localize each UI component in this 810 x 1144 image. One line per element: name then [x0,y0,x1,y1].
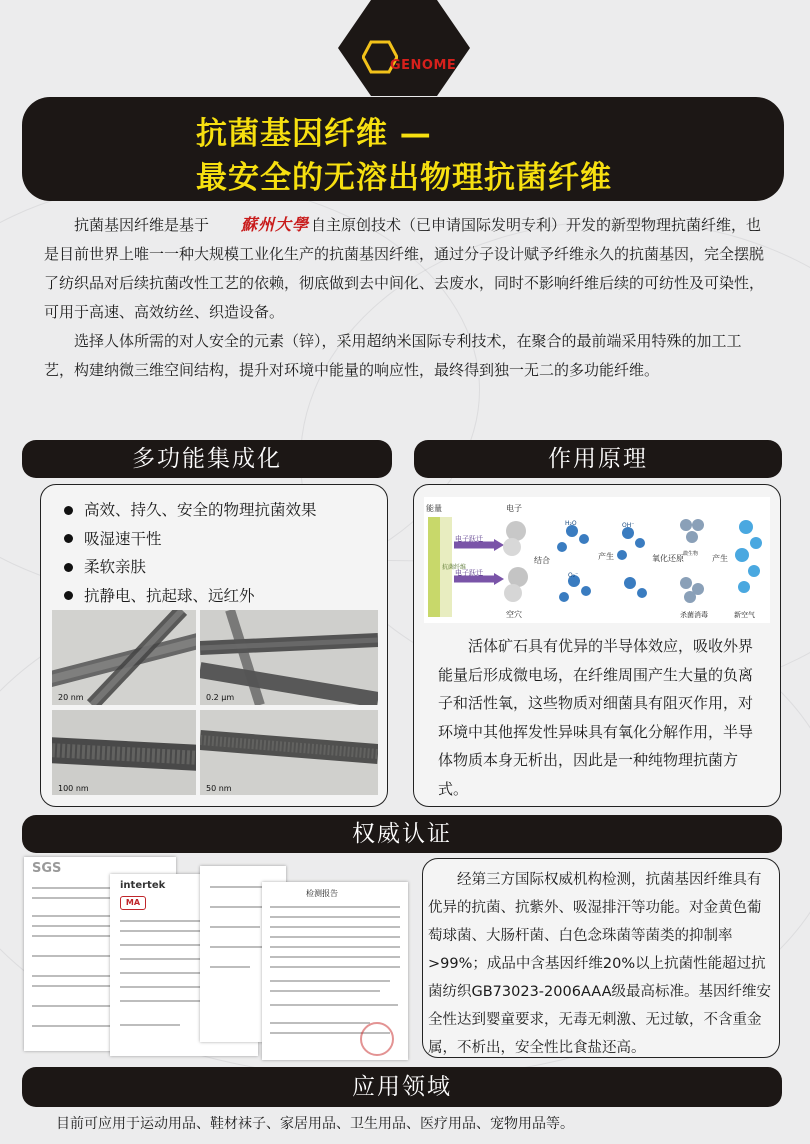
svg-text:氧化还原: 氧化还原 [652,554,684,563]
microscope-image [200,710,378,795]
feature-label: 抗静电、抗起球、远红外 [84,586,255,605]
list-item [64,496,317,525]
features-heading: 多功能集成化 [22,440,392,478]
svg-text:能量: 能量 [426,504,442,513]
scale-label: 100 nm [58,784,89,793]
svg-text:O₂⁻: O₂⁻ [568,572,579,579]
svg-text:电子: 电子 [506,504,522,513]
intertek-logo: intertek [120,880,166,891]
principle-heading: 作用原理 [414,440,782,478]
bullet-icon [64,591,73,600]
intro-text: 抗菌基因纤维是基于 [74,216,210,234]
list-item [64,525,317,554]
svg-text:杀菌消毒: 杀菌消毒 [680,611,708,619]
sgs-logo: SGS [32,861,62,876]
principle-text: 活体矿石具有优异的半导体效应，吸收外界能量后形成微电场，在纤维周围产生大量的负离子和活性氧，这些物质对细菌具有阻灭作用，对环境中其他挥发性异味具有氧化分解作用，半导体物质本身无析出，因此是一种纯物理抗菌方式。 [438,637,754,798]
intro-section [44,210,768,385]
list-item [64,582,317,611]
applications-text: 目前可应用于运动用品、鞋材袜子、家居用品、卫生用品、医疗用品、宠物用品等。 [56,1116,574,1132]
feature-label: 柔软亲肤 [84,558,147,576]
svg-text:产生: 产生 [712,554,728,563]
applications-heading: 应用领域 [22,1067,782,1107]
scale-label: 50 nm [206,784,232,793]
authority-text: 经第三方国际权威机构检测，抗菌基因纤维具有优异的抗菌、抗紫外、吸湿排汗等功能。对金黄色葡萄球菌、大肠杆菌、白色念珠菌等菌类的抑制率>99%；成品中含基因纤维20%以上抗菌性能超过抗菌纺织GB73023-2006AAA级最高标准。基因纤维安全性达到婴童要求，无毒无刺激、无过敏，不含重金属，不析出，安全性比食盐还高。 [428,872,772,1056]
feature-label: 吸湿速干性 [84,529,162,548]
microscope-image [200,610,378,705]
svg-text:电子跃迁: 电子跃迁 [455,535,483,543]
scale-label: 0.2 μm [206,693,235,702]
svg-text:H₂O: H₂O [565,520,577,527]
intro-paragraph-1 [44,210,768,327]
feature-label: 高效、持久、安全的物理抗菌效果 [84,501,317,519]
feature-list [64,496,317,610]
list-item [64,553,317,582]
svg-text:结合: 结合 [534,556,550,565]
svg-text:OH⁻: OH⁻ [622,522,635,529]
scale-label: 20 nm [58,693,84,702]
svg-text:抗菌纤维: 抗菌纤维 [442,564,467,571]
authority-heading: 权威认证 [22,815,782,853]
bullet-icon [64,506,73,515]
intro-text: 自主原创技术（已申请国际发明专利）开发的新型物理抗菌纤维，也是目前世界上唯一一种大规模工业化生产的抗菌基因纤维，通过分子设计赋予纤维永久的抗菌基因，完全摆脱了纺织品对后续抗菌改性工艺的依赖，彻底做到去中间化、去废水，同时不影响纤维后续的可纺性及可染性，可用于高速、高效纺丝、织造设备。 [44,216,765,321]
svg-text:微生物: 微生物 [683,551,699,557]
intro-paragraph-2: 选择人体所需的对人安全的元素（锌），采用超纳米国际专利技术，在聚合的最前端采用特殊的加工工艺，构建纳微三维空间结构，提升对环境中能量的响应性，最终得到独一无二的多功能纤维。 [44,332,742,379]
ma-badge-icon: MA [120,896,146,910]
university-logo: 蘇州大學 [241,215,310,234]
page-title: 抗菌基因纤维 — [196,116,432,152]
svg-text:空穴: 空穴 [506,610,522,619]
microscope-image [52,710,196,795]
page-subtitle: 最安全的无溶出物理抗菌纤维 [196,160,612,196]
report-title: 检测报告 [306,889,338,898]
microscope-image [52,610,196,705]
test-report [262,882,408,1060]
bullet-icon [64,563,73,572]
bullet-icon [64,534,73,543]
svg-text:新空气: 新空气 [734,611,755,619]
antibacterial-principle-diagram [424,497,770,623]
svg-text:产生: 产生 [598,552,614,561]
logo-text: GENOME [390,58,457,73]
seal-stamp-icon [360,1022,394,1056]
logo-badge [338,0,470,96]
svg-text:电子跃迁: 电子跃迁 [455,569,483,577]
